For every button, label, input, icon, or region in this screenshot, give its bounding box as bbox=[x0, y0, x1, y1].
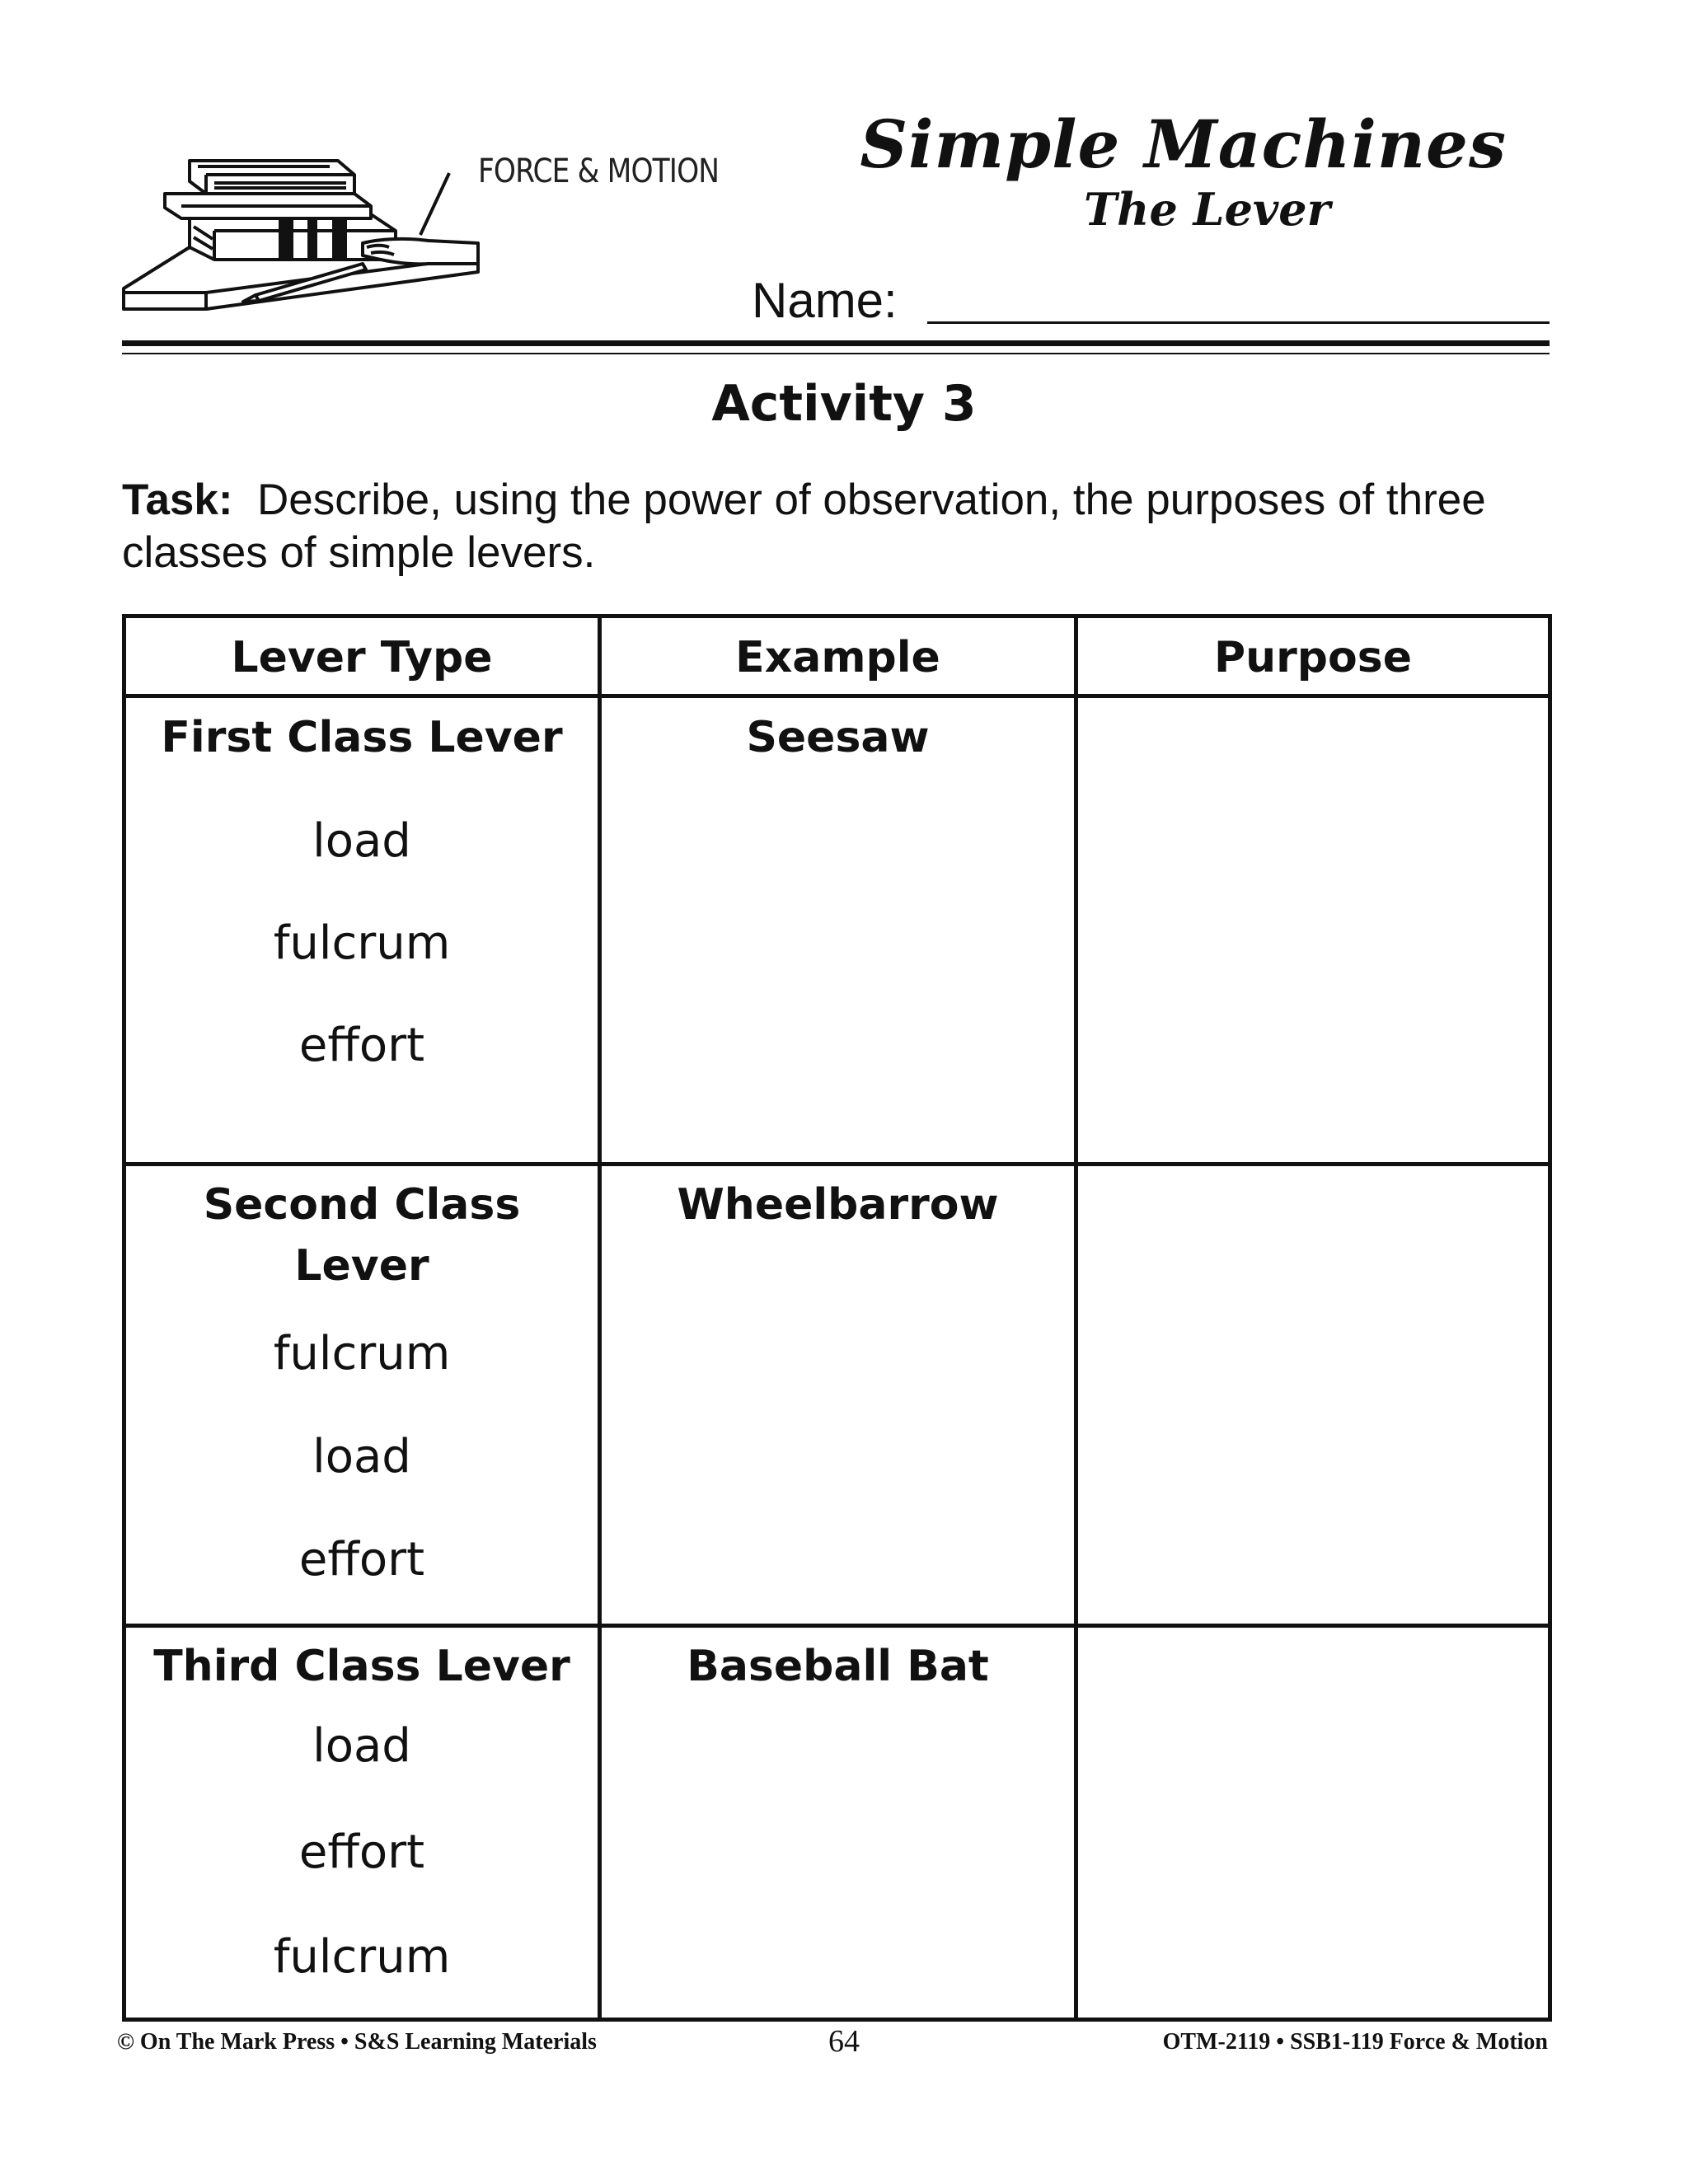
header-purpose: Purpose bbox=[1214, 632, 1412, 682]
task-instructions bbox=[122, 474, 1556, 579]
purpose-answer-cell[interactable] bbox=[1078, 698, 1548, 1162]
lever-part: load bbox=[312, 814, 411, 868]
lever-type-first-class: First Class Lever bbox=[161, 713, 563, 762]
footer-publisher: © On The Mark Press • S&S Learning Materials bbox=[117, 2029, 597, 2055]
lever-part: load bbox=[312, 1719, 411, 1773]
lever-type-third-class: Third Class Lever bbox=[153, 1642, 570, 1691]
purpose-answer-cell[interactable] bbox=[1078, 1166, 1548, 1624]
task-label: Task: bbox=[122, 476, 233, 524]
lever-worksheet-table bbox=[122, 614, 1552, 2022]
page-number: 64 bbox=[828, 2024, 860, 2059]
header-lever-type: Lever Type bbox=[231, 632, 493, 682]
series-label: FORCE & MOTION bbox=[478, 152, 720, 190]
activity-title: Activity 3 bbox=[711, 375, 977, 433]
page-title: Simple Machines bbox=[860, 105, 1507, 183]
header-rule-thick bbox=[122, 340, 1550, 346]
example-wheelbarrow: Wheelbarrow bbox=[677, 1180, 999, 1230]
name-label: Name: bbox=[752, 273, 898, 328]
column-divider bbox=[598, 618, 602, 2018]
lever-part: fulcrum bbox=[273, 1930, 451, 1984]
lever-part: load bbox=[312, 1430, 411, 1483]
name-field-line[interactable] bbox=[927, 321, 1550, 324]
header-example: Example bbox=[735, 632, 940, 682]
lever-part: fulcrum bbox=[273, 1327, 451, 1380]
lever-part: fulcrum bbox=[273, 916, 451, 970]
lever-part: effort bbox=[298, 1533, 425, 1586]
footer-product-code: OTM-2119 • SSB1-119 Force & Motion bbox=[1162, 2029, 1548, 2055]
purpose-answer-cell[interactable] bbox=[1078, 1628, 1548, 2018]
header-rule-thin bbox=[122, 353, 1550, 354]
books-on-desk-illustration bbox=[115, 124, 495, 350]
example-baseball-bat: Baseball Bat bbox=[687, 1642, 989, 1691]
lever-part: effort bbox=[298, 1019, 425, 1072]
lever-part: effort bbox=[298, 1825, 425, 1879]
page-subtitle: The Lever bbox=[1084, 183, 1331, 236]
example-seesaw: Seesaw bbox=[746, 713, 930, 762]
lever-type-second-class: Second Class Lever bbox=[203, 1180, 521, 1291]
task-text: Describe, using the power of observation, the purposes of three classes of simple levers. bbox=[122, 476, 1486, 577]
